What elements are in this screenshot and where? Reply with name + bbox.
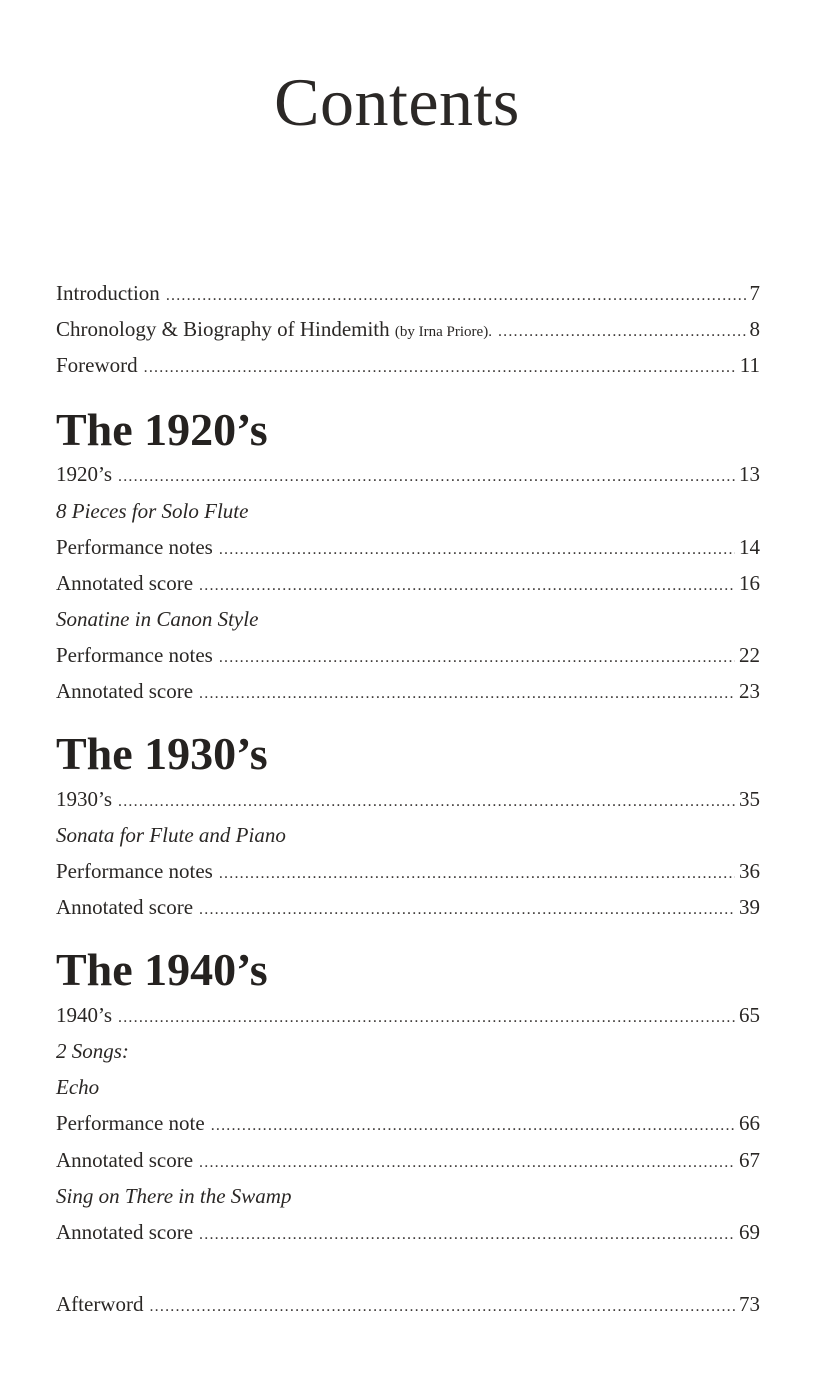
toc-entry-label: Annotated score (56, 679, 194, 703)
dot-leader (199, 895, 735, 925)
toc-entry-label: Performance notes (56, 859, 213, 883)
toc-entry-1930s-overview[interactable] (56, 784, 760, 814)
toc-entry-8-pieces-performance-notes[interactable] (56, 532, 760, 562)
dot-leader (149, 1292, 735, 1322)
toc-page-number: 67 (739, 1148, 760, 1172)
toc-entry-label: 1940’s (56, 1003, 113, 1027)
toc-page-number: 7 (749, 281, 760, 305)
dot-leader (199, 679, 735, 709)
toc-entry-sonatine-performance-notes[interactable] (56, 640, 760, 670)
dot-leader (498, 317, 746, 347)
toc-entry-label: 1920’s (56, 462, 113, 486)
dot-leader (211, 1111, 735, 1141)
dot-leader (219, 643, 735, 673)
toc-entry-label: 1930’s (56, 787, 113, 811)
dot-leader (219, 535, 735, 565)
toc-entry-introduction[interactable] (56, 278, 760, 308)
dot-leader (118, 787, 735, 817)
toc-entry-label: Foreword (56, 353, 138, 377)
toc-entry-label: Annotated score (56, 1220, 194, 1244)
toc-entry-label: Annotated score (56, 571, 194, 595)
toc-page-number: 13 (739, 462, 760, 486)
dot-leader (199, 1220, 735, 1250)
toc-page-number: 39 (739, 895, 760, 919)
toc-page-number: 23 (739, 679, 760, 703)
toc-page-number: 8 (749, 317, 760, 341)
section-heading-1940s: The 1940’s (56, 944, 268, 995)
toc-entry-sonata-performance-notes[interactable] (56, 856, 760, 886)
toc-entry-echo-annotated-score[interactable] (56, 1145, 760, 1175)
toc-entry-chronology-biography[interactable] (56, 314, 760, 344)
toc-entry-label: Annotated score (56, 1148, 194, 1172)
toc-entry-afterword[interactable] (56, 1289, 760, 1319)
work-title-sonatine: Sonatine in Canon Style (56, 607, 259, 631)
toc-page-number: 36 (739, 859, 760, 883)
work-title-echo: Echo (56, 1075, 100, 1099)
toc-page-number: 14 (739, 535, 760, 559)
toc-page-number: 11 (739, 353, 760, 377)
dot-leader (118, 462, 735, 492)
toc-page-number: 69 (739, 1220, 760, 1244)
toc-entry-label: Afterword (56, 1292, 144, 1316)
dot-leader (144, 353, 736, 383)
dot-leader (199, 571, 735, 601)
dot-leader (199, 1148, 735, 1178)
section-heading-1920s: The 1920’s (56, 404, 268, 455)
page-title: Contents (274, 64, 520, 140)
work-title-sonata-flute-piano: Sonata for Flute and Piano (56, 823, 286, 847)
work-title-sing-on-there: Sing on There in the Swamp (56, 1184, 292, 1208)
toc-page-number: 65 (739, 1003, 760, 1027)
toc-entry-1940s-overview[interactable] (56, 1000, 760, 1030)
toc-entry-foreword[interactable] (56, 350, 760, 380)
dot-leader (166, 281, 746, 311)
toc-page-number: 66 (739, 1111, 760, 1135)
toc-entry-sing-on-there-annotated-score[interactable] (56, 1217, 760, 1247)
toc-entry-echo-performance-note[interactable] (56, 1108, 760, 1138)
toc-entry-label: Performance notes (56, 535, 213, 559)
toc-entry-note: (by Irna Priore). (394, 324, 492, 340)
toc-page-number: 35 (739, 787, 760, 811)
toc-entry-1920s-overview[interactable] (56, 459, 760, 489)
dot-leader (118, 1003, 735, 1033)
work-title-8-pieces: 8 Pieces for Solo Flute (56, 499, 249, 523)
toc-page-number: 73 (739, 1292, 760, 1316)
dot-leader (219, 859, 735, 889)
toc-page-number: 22 (739, 643, 760, 667)
toc-entry-label: Performance notes (56, 643, 213, 667)
group-title-2-songs: 2 Songs: (56, 1039, 129, 1063)
toc-entry-sonatine-annotated-score[interactable] (56, 676, 760, 706)
toc-entry-label: Chronology & Biography of Hindemith (56, 317, 390, 341)
toc-entry-label: Annotated score (56, 895, 194, 919)
section-heading-1930s: The 1930’s (56, 728, 268, 779)
toc-entry-label: Performance note (56, 1111, 205, 1135)
toc-page-number: 16 (739, 571, 760, 595)
toc-entry-8-pieces-annotated-score[interactable] (56, 568, 760, 598)
toc-entry-sonata-annotated-score[interactable] (56, 892, 760, 922)
toc-entry-label: Introduction (56, 281, 160, 305)
